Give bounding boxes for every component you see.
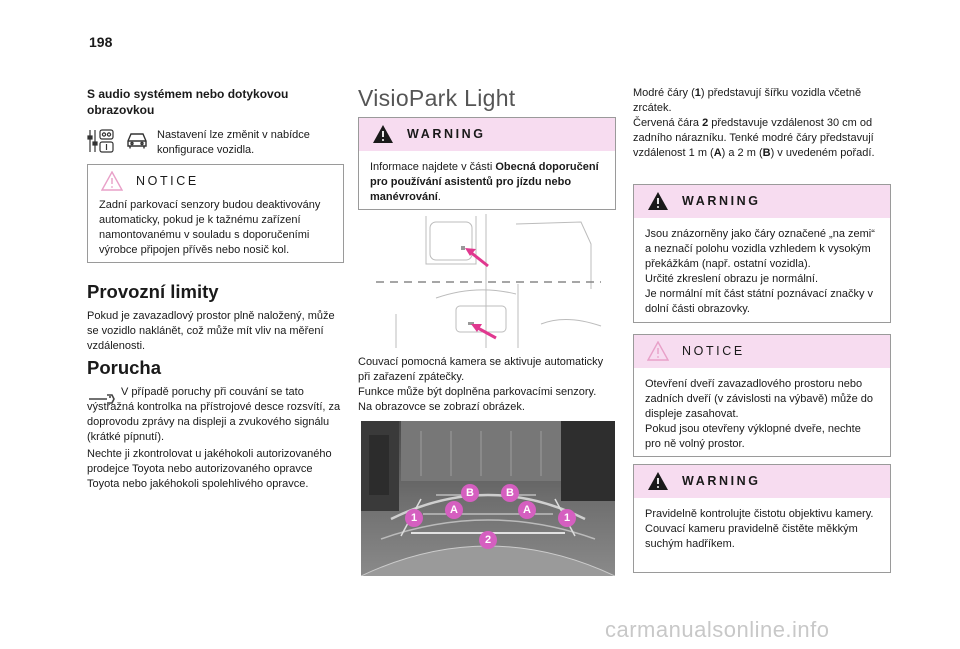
notice-label: NOTICE xyxy=(682,344,745,358)
warning2-text-2: Couvací kameru pravidelně čistěte měkkým suchým hadříkem. xyxy=(645,523,858,550)
fault-text-1: V případě poruchy při couvání se tato výstražná kontrolka na přístrojové desce rozsvítí, za doprovodu zprávy na displeji a zvukového signálu (krátké pípnutí). xyxy=(87,386,341,443)
settings-app-icon xyxy=(87,128,115,159)
intro-text-1: Modré čáry (1) představují šířku vozidla včetně zrcátek. xyxy=(633,87,862,114)
warning2-text-1: Pravidelně kontrolujte čistotu objektivu kamery. xyxy=(645,508,874,520)
watermark: carmanualsonline.info xyxy=(605,617,830,642)
warning-box-1 xyxy=(633,184,891,323)
warning-icon xyxy=(647,471,669,491)
marker-1-right: 1 xyxy=(558,509,576,527)
marker-b-left: B xyxy=(461,484,479,502)
fault-heading: Porucha xyxy=(87,357,162,378)
notice-label: NOTICE xyxy=(136,174,199,188)
marker-a-left: A xyxy=(445,501,463,519)
notice-text: Zadní parkovací senzory budou deaktivovány automaticky, pokud je k tažnému zařízení namontovanému v souladu s doporučeními výrobce připojen přívěs nebo nosič kol. xyxy=(99,199,321,256)
warning-label: WARNING xyxy=(682,474,761,488)
car-settings-icon xyxy=(125,130,149,155)
notice-icon xyxy=(647,341,669,361)
camera-text-2: Funkce může být doplněna parkovacími senzory. xyxy=(358,386,597,398)
warning-label: WARNING xyxy=(407,127,486,141)
warning-label: WARNING xyxy=(682,194,761,208)
camera-location-illustration xyxy=(366,214,606,350)
page-number: 198 xyxy=(89,34,113,50)
warning1-text-3: Je normální mít část státní poznávací značky v dolní části obrazovky. xyxy=(645,288,874,315)
warning1-text-2: Určité zkreslení obrazu je normální. xyxy=(645,273,819,285)
fault-text-2: Nechte ji zkontrolovat u jakéhokoli autorizovaného prodejce Toyota nebo autorizovaného opravce Toyota nebo jakéhokoli spolehlivého opravce. xyxy=(87,448,332,490)
marker-b-right: B xyxy=(501,484,519,502)
limits-heading: Provozní limity xyxy=(87,281,219,302)
notice-text-1: Otevření dveří zavazadlového prostoru nebo zadních dveří (v závislosti na výbavě) může do displeje zasahovat. xyxy=(645,378,874,420)
marker-a-right: A xyxy=(518,501,536,519)
arrow-camera-bottom xyxy=(471,324,496,338)
marker-2: 2 xyxy=(479,531,497,549)
audio-heading: S audio systémem nebo dotykovou obrazovkou xyxy=(87,87,289,117)
notice-box xyxy=(633,334,891,457)
warning1-text-1: Jsou znázorněny jako čáry označené „na zemi“ a neznačí polohu vozidla vzhledem k vysokým překážkám (např. ostatní vozidla). xyxy=(645,228,875,270)
limits-text: Pokud je zavazadlový prostor plně naložený, může se vozidlo naklánět, což může mít vliv na měření vzdálenosti. xyxy=(87,310,335,352)
intro-text-2: Červená čára 2 představuje vzdálenost 30 cm od zadního nárazníku. Tenké modré čáry představují vzdálenost 1 m (A) a 2 m (B) v uvedeném pořadí. xyxy=(633,117,875,159)
warning-icon xyxy=(647,191,669,211)
rear-camera-view xyxy=(361,421,615,576)
marker-1-left: 1 xyxy=(405,509,423,527)
warning-box xyxy=(358,117,616,210)
settings-text: Nastavení lze změnit v nabídce konfigurace vozidla. xyxy=(157,129,310,156)
warning-text: Informace najdete v části Obecná doporučení pro používání asistentů pro jízdu nebo manévrování. xyxy=(370,161,599,203)
warning-box-2 xyxy=(633,464,891,573)
notice-icon xyxy=(101,171,123,191)
warning-icon xyxy=(372,124,394,144)
camera-text-1: Couvací pomocná kamera se aktivuje automaticky při zařazení zpátečky. xyxy=(358,356,604,383)
notice-box xyxy=(87,164,344,263)
visiopark-heading: VisioPark Light xyxy=(358,85,516,111)
notice-text-2: Pokud jsou otevřeny výklopné dveře, nechte pro ně volný prostor. xyxy=(645,423,861,450)
camera-text-3: Na obrazovce se zobrazí obrázek. xyxy=(358,401,525,413)
